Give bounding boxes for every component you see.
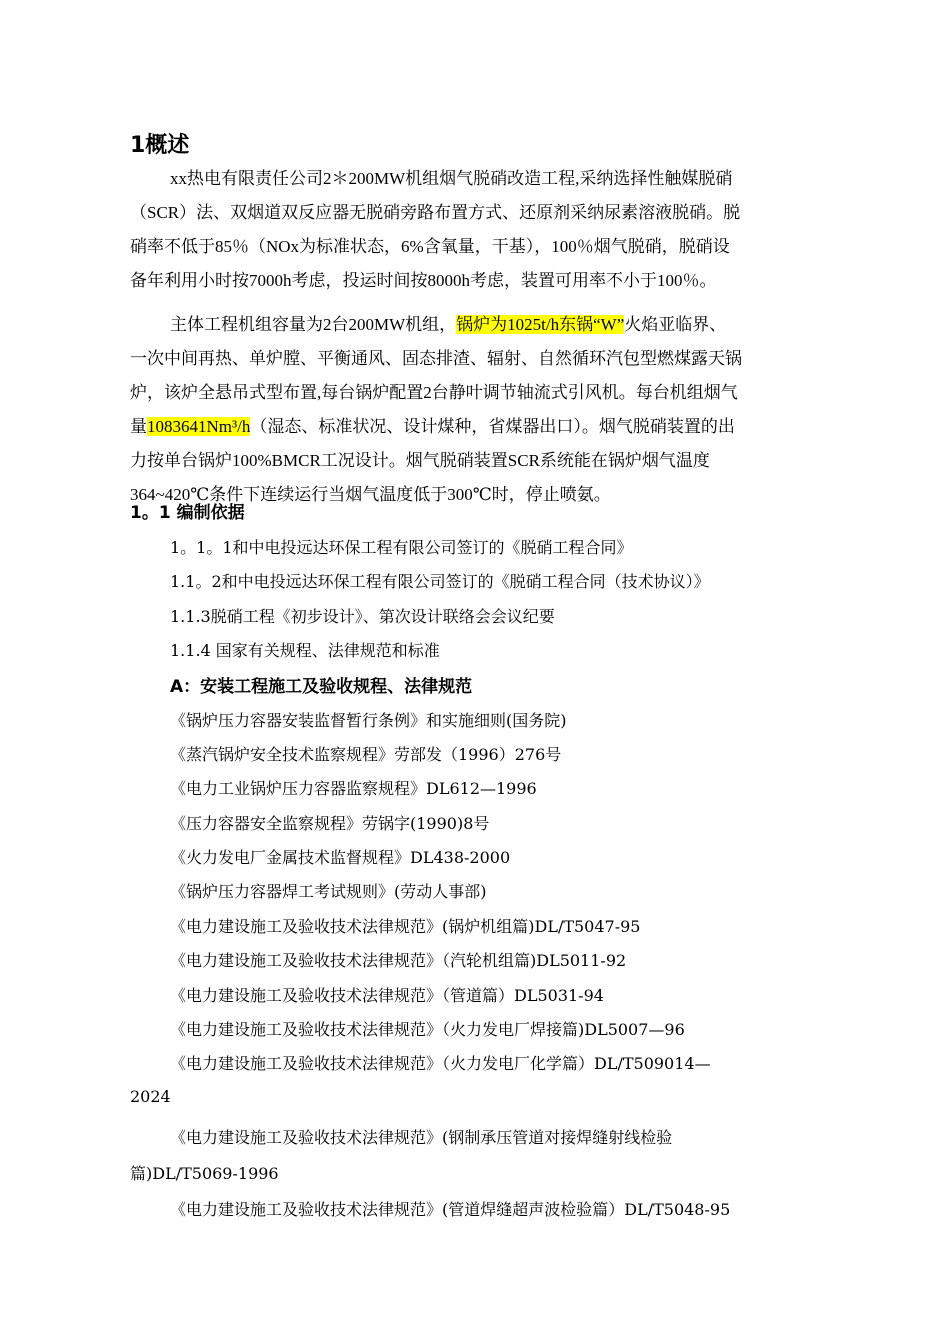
highlighted-text: 1083641Nm³/h: [147, 417, 251, 436]
highlighted-text: 锅炉为1025t/h东锅“W”: [456, 315, 625, 334]
text-segment: 火焰亚临界、: [624, 315, 727, 334]
reference-item: 《火力发电厂金属技术监督规程》DL438-2000: [170, 848, 511, 867]
reference-item: 《电力建设施工及验收技术法律规范》（汽轮机组篇)DL5011-92: [170, 951, 627, 970]
reference-item: 《压力容器安全监察规程》劳锅字(1990)8号: [170, 814, 490, 833]
reference-item: 《电力建设施工及验收技术法律规范》（火力发电厂焊接篇)DL5007—96: [170, 1020, 685, 1039]
section-heading-1: 1概述: [130, 133, 190, 158]
reference-item: 《电力建设施工及验收技术法律规范》(钢制承压管道对接焊缝射线检验: [170, 1128, 673, 1147]
reference-item: 《锅炉压力容器焊工考试规则》(劳动人事部): [170, 882, 487, 901]
paragraph-line: [130, 410, 835, 444]
paragraph-line: 力按单台锅炉100%BMCR工况设计。烟气脱硝装置SCR系统能在锅炉烟气温度: [130, 451, 710, 470]
paragraph-line: 炉，该炉全悬吊式型布置,每台锅炉配置2台静叶调节轴流式引风机。每台机组烟气: [130, 383, 738, 402]
paragraph-main-project: [130, 308, 835, 512]
basis-item: 1。1。1和中电投远达环保工程有限公司签订的《脱硝工程合同》: [170, 538, 633, 557]
reference-item: 《蒸汽锅炉安全技术监察规程》劳部发（1996）276号: [170, 745, 562, 764]
paragraph-line: 364~420℃条件下连续运行当烟气温度低于300℃时，停止喷氨。: [130, 485, 611, 504]
reference-item-continuation: 篇)DL/T5069-1996: [130, 1164, 279, 1183]
subheading-a: A：安装工程施工及验收规程、法律规范: [170, 677, 473, 697]
reference-item: 《电力建设施工及验收技术法律规范》（火力发电厂化学篇）DL/T509014—: [170, 1054, 711, 1073]
text-segment: 主体工程机组容量为2台200MW机组，: [170, 315, 457, 334]
paragraph-line: 备年利用小时按7000h考虑，投运时间按8000h考虑，装置可用率不小于100％。: [130, 271, 717, 290]
reference-item: 《电力建设施工及验收技术法律规范》(管道焊缝超声波检验篇）DL/T5048-95: [170, 1200, 731, 1219]
paragraph-overview: [130, 162, 835, 298]
basis-item: 1.1.3脱硝工程《初步设计》、第次设计联络会会议纪要: [170, 607, 555, 626]
reference-item: 《电力建设施工及验收技术法律规范》(锅炉机组篇)DL/T5047-95: [170, 917, 641, 936]
reference-item: 《锅炉压力容器安装监督暂行条例》和实施细则(国务院): [170, 711, 567, 730]
paragraph-line: 硝率不低于85％（NOx为标准状态，6%含氧量，干基），100％烟气脱硝，脱硝设: [130, 237, 730, 256]
basis-item: 1.1。2和中电投远达环保工程有限公司签订的《脱硝工程合同（技术协议）》: [170, 572, 710, 591]
reference-item-continuation: 2024: [130, 1087, 171, 1106]
reference-item: 《电力建设施工及验收技术法律规范》（管道篇）DL5031-94: [170, 986, 604, 1005]
reference-item: 《电力工业锅炉压力容器监察规程》DL612—1996: [170, 779, 537, 798]
basis-item: 1.1.4 国家有关规程、法律规范和标准: [170, 641, 440, 660]
text-segment: 量: [130, 417, 147, 436]
paragraph-line: [130, 308, 835, 342]
paragraph-line: xx热电有限责任公司2＊200MW机组烟气脱硝改造工程,采纳选择性触媒脱硝: [170, 169, 733, 188]
text-segment: （湿态、标准状况、设计煤种，省煤器出口）。烟气脱硝装置的出: [250, 417, 735, 436]
paragraph-line: 一次中间再热、单炉膛、平衡通风、固态排渣、辐射、自然循环汽包型燃煤露天锅: [130, 349, 742, 368]
section-heading-1-1: 1。1 编制依据: [130, 503, 245, 523]
paragraph-line: （SCR）法、双烟道双反应器无脱硝旁路布置方式、还原剂采纳尿素溶液脱硝。脱: [130, 203, 741, 222]
